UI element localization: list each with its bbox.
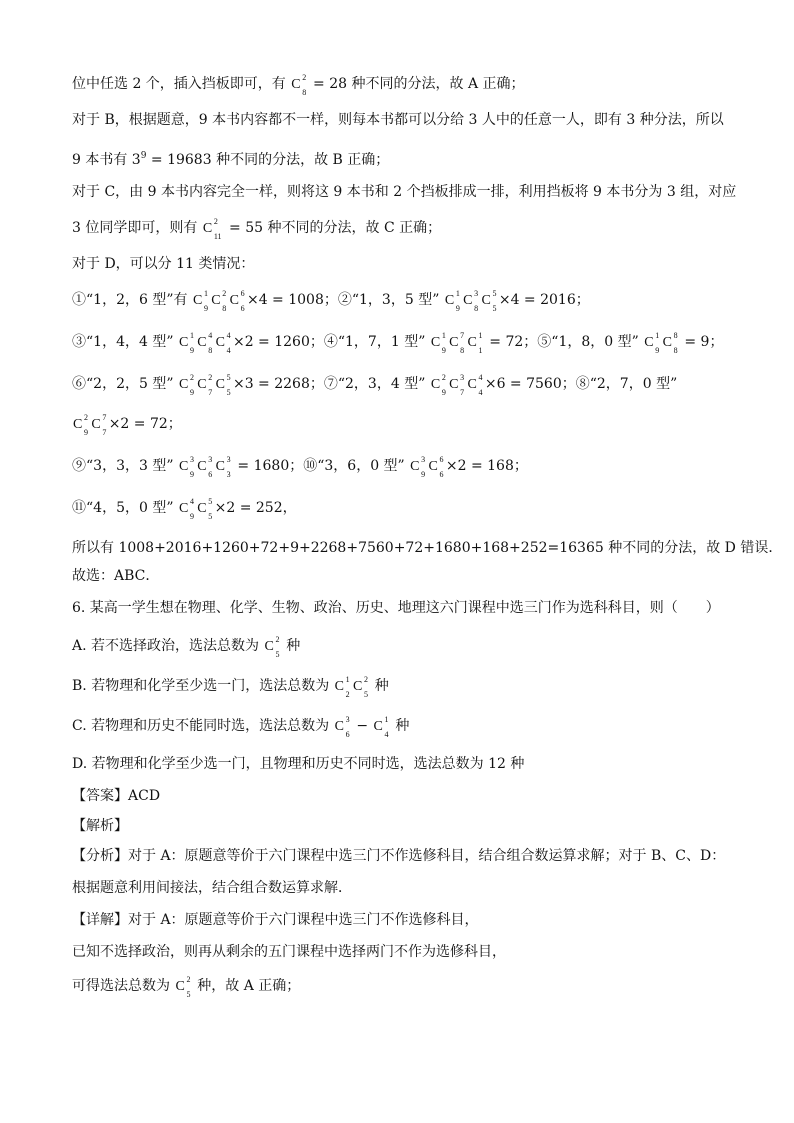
text-line-10: C 2 9 C 7 7 ×2 = 72； [73,413,182,437]
text-line-4: 对于 C，由 9 本书内容完全一样，则将这 9 本书和 2 个挡板排成一排，利用挡板将 9 本书分为 3 组，对应 [72,184,737,200]
text-line-3: 9 本书有 $3^9 = 19683$ 种不同的分法，故 B 正确； [72,151,390,168]
text-line-14: 故选：ABC． [72,568,160,584]
analysis-heading: 【解析】 [72,818,128,834]
text-line-8: ③“1，4，4 型” C 1 9 C 4 8 C 4 4 ×2 = 1260；④“1，7，1 型” C 1 9 C 7 8 C 1 1 = 72；⑤“1，8，0 型” C 1 9 C 8 8 = 9； [72,331,724,355]
text-line-7: ①“1，2，6 型”有 C 1 9 C 2 8 C 6 6 ×4 = 1008；②“1，3，5 型” C 1 9 C 3 8 C 5 5 ×4 = 2016； [72,289,590,313]
detail-line-2: 已知不选择政治，则再从剩余的五门课程中选择两门不作为选修科目， [72,944,506,960]
question-6-stem: 6. 某高一学生想在物理、化学、生物、政治、历史、地理这六门课程中选三门作为选科科目，则（ ） [72,600,720,616]
option-a: A. 若不选择政治，选法总数为 C 2 5 种 [72,635,301,659]
text-line-12: ⑪“4，5，0 型” C 4 9 C 5 5 ×2 = 252， [72,497,297,521]
answer-label: 【答案】ACD [72,788,161,804]
analysis-line-1: 【分析】对于 A：原题意等价于六门课程中选三门不作选修科目，结合组合数运算求解；对于 B、C、D： [72,848,726,864]
option-d: D. 若物理和化学至少选一门，且物理和历史不同时选，选法总数为 12 种 [72,756,525,772]
option-b: B. 若物理和化学至少选一门，选法总数为 C 1 2 C 2 5 种 [72,675,389,699]
text-line-6: 对于 D，可以分 11 类情况： [72,256,255,272]
text-line-5: 3 位同学即可，则有 C 2 11 = 55 种不同的分法，故 C 正确； [72,217,442,241]
text-line-1: 位中任选 2 个，插入挡板即可，有 C 2 8 = 28 种不同的分法，故 A 正确； [72,73,525,97]
text-line-9: ⑥“2，2，5 型” C 2 9 C 2 7 C 5 5 ×3 = 2268；⑦“2，3，4 型” C 2 9 C 3 7 C 4 4 ×6 = 7560；⑧“2，7，0 型” [72,373,678,397]
detail-line-1: 【详解】对于 A：原题意等价于六门课程中选三门不作选修科目， [72,912,479,928]
text-line-13: 所以有 1008+2016+1260+72+9+2268+7560+72+1680+168+252=16365 种不同的分法，故 D 错误． [72,540,783,556]
text-line-11: ⑨“3，3，3 型” C 3 9 C 3 6 C 3 3 = 1680；⑩“3，6，0 型” C 3 9 C 6 6 ×2 = 168； [72,455,528,479]
detail-line-3: 可得选法总数为 C 2 5 种，故 A 正确； [72,975,301,999]
analysis-line-2: 根据题意利用间接法，结合组合数运算求解． [72,880,352,896]
text-line-2: 对于 B，根据题意，9 本书内容都不一样，则每本书都可以分给 3 人中的任意一人，即有 3 种分法，所以 [72,112,724,128]
option-c: C. 若物理和历史不能同时选，选法总数为 C 3 6 − C 1 4 种 [72,715,410,739]
